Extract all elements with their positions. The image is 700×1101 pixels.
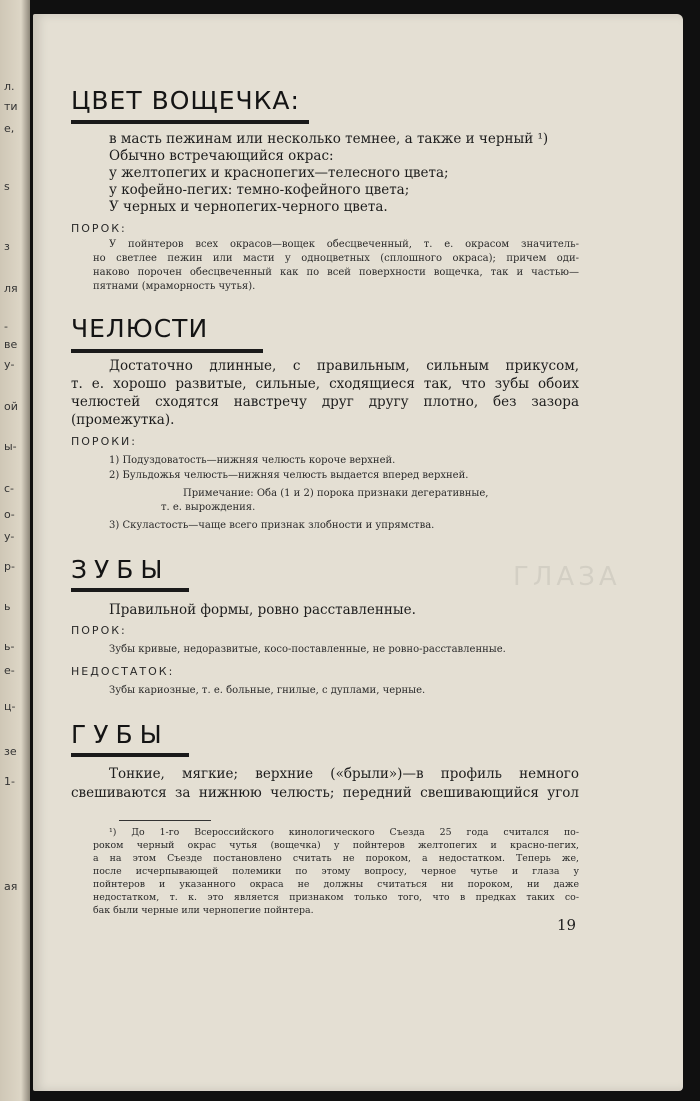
page-number: 19 xyxy=(557,916,577,934)
body-line: у кофейно-пегих: темно-кофейного цвета; xyxy=(109,182,410,198)
body-line: Правильной формы, ровно расставленные. xyxy=(109,602,416,618)
small-line: но светлее пежин или масти у одноцветных (сплошного окраса); причем оди- xyxy=(93,253,579,264)
fault-item: 1) Подуздоватость—нижняя челюсть короче верхней. xyxy=(109,455,396,466)
book-page xyxy=(33,14,683,1091)
margin-fragment: ь xyxy=(4,600,11,613)
body-line: (промежутка). xyxy=(71,412,175,428)
margin-fragment: зе xyxy=(4,745,17,758)
margin-fragment: ти xyxy=(4,100,18,113)
footnote-line: ¹) До 1-го Всероссийского кинологического Съезда 25 года считался по- xyxy=(109,827,579,838)
section-title-jaws: ЧЕЛЮСТИ xyxy=(71,314,209,343)
title-underline xyxy=(71,753,189,757)
defect-label: НЕДОСТАТОК: xyxy=(71,665,175,678)
margin-fragment: р- xyxy=(4,560,15,573)
adjacent-page-edge xyxy=(0,0,30,1101)
note-line: Примечание: Оба (1 и 2) порока признаки дегеративные, xyxy=(183,488,489,499)
fault-item: 3) Скуластость—чаще всего признак злобности и упрямства. xyxy=(109,520,435,531)
margin-fragment: з xyxy=(4,240,10,253)
margin-fragment: ь- xyxy=(4,640,15,653)
margin-fragment: ц- xyxy=(4,700,16,713)
small-line: пятнами (мраморность чутья). xyxy=(93,281,256,292)
margin-fragment: л. xyxy=(4,80,15,93)
footnote-line: а на этом Съезде постановлено считать не пороком, а недостатком. Теперь же, xyxy=(93,853,579,864)
bleed-through-text: ГЛАЗА xyxy=(513,562,621,592)
note-line: т. е. вырождения. xyxy=(161,502,256,513)
section-title-color: ЦВЕТ ВОЩЕЧКА: xyxy=(71,86,300,115)
body-line: в масть пежинам или несколько темнее, а также и черный ¹) xyxy=(109,131,549,147)
margin-fragment: с- xyxy=(4,482,15,495)
body-line: Обычно встречающийся окрас: xyxy=(109,148,334,164)
footnote-line: после исчерпывающей полемики по этому вопросу, черное чутье и глаза у xyxy=(93,866,579,877)
margin-fragment: ве xyxy=(4,338,18,351)
title-underline xyxy=(71,120,309,124)
small-line: Зубы кривые, недоразвитые, косо-поставленные, не ровно-расставленные. xyxy=(109,644,506,655)
margin-fragment: - xyxy=(4,320,8,333)
title-underline xyxy=(71,349,263,353)
small-line: Зубы кариозные, т. е. больные, гнилые, с дуплами, черные. xyxy=(109,685,426,696)
small-line: У пойнтеров всех окрасов—вощек обесцвеченный, т. е. окрасом значитель- xyxy=(109,239,579,250)
footnote-line: роком черный окрас чутья (вощечка) у пойнтеров желтопегих и красно-пегих, xyxy=(93,840,579,851)
body-line: Достаточно длинные, с правильным, сильным прикусом, xyxy=(109,358,579,374)
margin-fragment: о- xyxy=(4,508,15,521)
faults-label: ПОРОКИ: xyxy=(71,435,137,448)
body-line: Тонкие, мягкие; верхние («брыли»)—в профиль немного xyxy=(109,766,579,782)
footnote-separator xyxy=(119,820,211,821)
body-line: т. е. хорошо развитые, сильные, сходящиеся так, что зубы обоих xyxy=(71,376,579,392)
fault-label: ПОРОК: xyxy=(71,624,127,637)
fault-item: 2) Бульдожья челюсть—нижняя челюсть выдается вперед верхней. xyxy=(109,470,469,481)
body-line: челюстей сходятся навстречу друг другу плотно, без зазора xyxy=(71,394,579,410)
margin-fragment: ля xyxy=(4,282,18,295)
margin-fragment: e- xyxy=(4,664,15,677)
small-line: наково порочен обесцвеченный как по всей поверхности вощечка, так и частью— xyxy=(93,267,579,278)
fault-label: ПОРОК: xyxy=(71,222,127,235)
margin-fragment: у- xyxy=(4,358,15,371)
margin-fragment: е, xyxy=(4,122,15,135)
footnote-line: недостатком, т. к. это является признаком только того, что в предках таких со- xyxy=(93,892,579,903)
margin-fragment: ой xyxy=(4,400,18,413)
section-title-teeth: ЗУБЫ xyxy=(71,555,170,584)
margin-fragment: 1- xyxy=(4,775,15,788)
title-underline xyxy=(71,588,189,592)
body-line: у желтопегих и краснопегих—телесного цвета; xyxy=(109,165,449,181)
margin-fragment: y- xyxy=(4,530,15,543)
body-line: У черных и чернопегих-черного цвета. xyxy=(109,199,388,215)
margin-fragment: ы- xyxy=(4,440,17,453)
body-line: свешиваются за нижнюю челюсть; передний свешивающийся угол xyxy=(71,785,579,801)
margin-fragment: ая xyxy=(4,880,18,893)
footnote-line: бак были черные или чернопегие пойнтера. xyxy=(93,905,314,916)
footnote-line: пойнтеров и указанного окраса не должны считаться ни пороком, ни даже xyxy=(93,879,579,890)
margin-fragment: s xyxy=(4,180,10,193)
section-title-lips: ГУБЫ xyxy=(71,720,169,749)
